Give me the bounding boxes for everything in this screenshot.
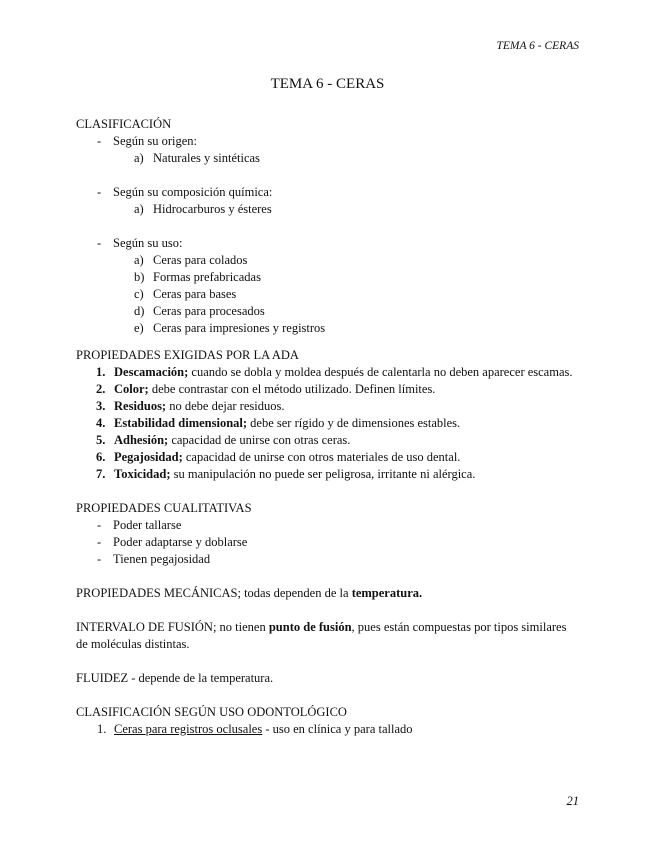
list-item: 7. Toxicidad; su manipulación no puede ser peligrosa, irritante ni alérgica. (96, 467, 476, 481)
section-heading-clasificacion: CLASIFICACIÓN (76, 117, 172, 131)
list-item: 5. Adhesión; capacidad de unirse con otras ceras. (96, 433, 351, 447)
section-heading-cualitativas: PROPIEDADES CUALITATIVAS (76, 501, 252, 515)
section-fusion: INTERVALO DE FUSIÓN; no tienen punto de fusión, pues están compuestas por tipos similares de moléculas distintas. (76, 620, 567, 651)
section-mecanicas: PROPIEDADES MECÁNICAS; todas dependen de la temperatura. (76, 586, 423, 600)
section-fluidez: FLUIDEZ - depende de la temperatura. (76, 671, 274, 685)
section-heading-ada: PROPIEDADES EXIGIDAS POR LA ADA (76, 348, 299, 362)
page-number: 21 (566, 794, 579, 808)
page-title: TEMA 6 - CERAS (270, 76, 385, 92)
list-item: a) Naturales y sintéticas (134, 151, 260, 165)
list-item: 6. Pegajosidad; capacidad de unirse con otros materiales de uso dental. (96, 450, 461, 464)
bullet-uso: - Según su uso: (76, 235, 581, 252)
list-item: c) Ceras para bases (134, 287, 237, 301)
list-item: e) Ceras para impresiones y registros (134, 321, 326, 335)
running-header: TEMA 6 - CERAS (496, 40, 579, 52)
list-item: b) Formas prefabricadas (134, 270, 261, 284)
document-body (76, 116, 581, 738)
bullet-origen: - Según su origen: (76, 133, 581, 150)
list-item: - Tienen pegajosidad (76, 551, 581, 568)
section-heading-uso: CLASIFICACIÓN SEGÚN USO ODONTOLÓGICO (76, 705, 347, 719)
list-item: - Poder adaptarse y doblarse (76, 534, 581, 551)
list-item: - Poder tallarse (76, 517, 581, 534)
list-item: d) Ceras para procesados (134, 304, 265, 318)
list-item: a) Hidrocarburos y ésteres (134, 202, 272, 216)
list-item: 1. Descamación; cuando se dobla y moldea después de calentarla no deben aparecer escamas. (96, 365, 573, 379)
list-item: a) Ceras para colados (134, 253, 248, 267)
list-item: 4. Estabilidad dimensional; debe ser rígido y de dimensiones estables. (96, 416, 461, 430)
bullet-composicion: - Según su composición química: (76, 184, 581, 201)
list-item: 2. Color; debe contrastar con el método utilizado. Definen límites. (96, 382, 436, 396)
list-item: 3. Residuos; no debe dejar residuos. (96, 399, 285, 413)
list-item: 1. Ceras para registros oclusales - uso en clínica y para tallado (97, 722, 413, 736)
